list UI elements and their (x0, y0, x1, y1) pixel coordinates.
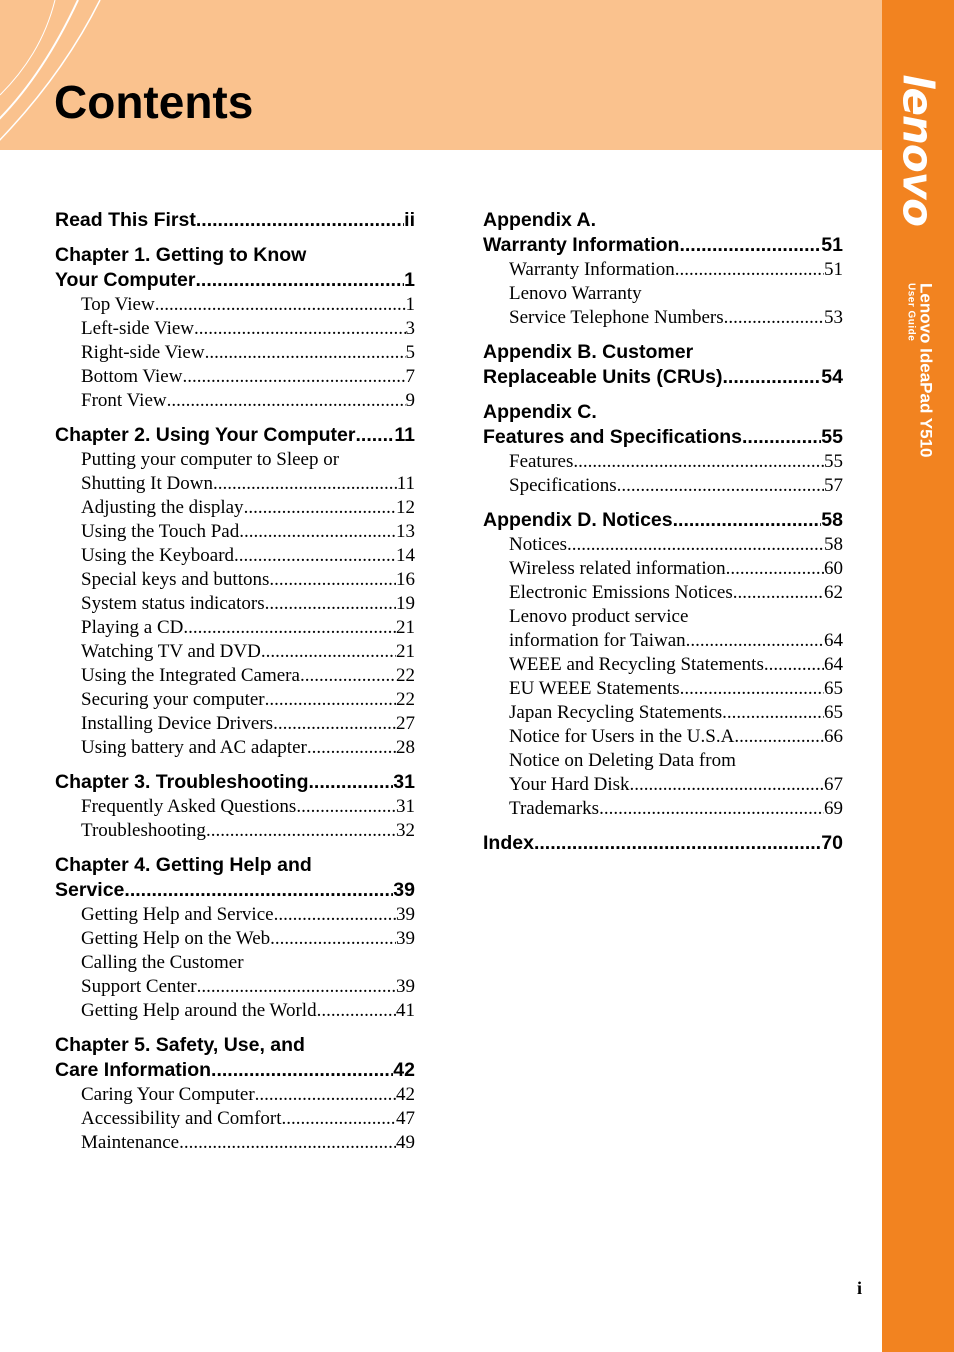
toc-entry-page: 39 (396, 904, 415, 925)
toc-entry-page: 5 (405, 342, 415, 363)
toc-entry-line: Putting your computer to Sleep or (81, 449, 340, 470)
toc-entry-page: 7 (405, 366, 415, 387)
toc-entry[interactable] (55, 688, 415, 712)
toc-entry[interactable] (55, 1131, 415, 1155)
leader-dots (205, 341, 406, 365)
toc-entry-page: 65 (824, 702, 843, 723)
toc-entry-label: Accessibility and Comfort (81, 1108, 282, 1129)
toc-section (55, 853, 415, 1023)
toc-entry[interactable] (483, 629, 843, 653)
leader-dots (307, 736, 396, 760)
leader-dots (244, 496, 396, 520)
toc-entry[interactable] (55, 592, 415, 616)
toc-entry-page: 14 (396, 545, 415, 566)
toc-entry[interactable] (55, 568, 415, 592)
toc-section (55, 208, 415, 233)
toc-entry[interactable] (483, 653, 843, 677)
leader-dots (255, 1083, 396, 1107)
toc-heading-line: Appendix A. (483, 209, 597, 231)
toc-heading-label: Chapter 3. Troubleshooting (55, 771, 309, 793)
leader-dots (270, 927, 396, 951)
toc-heading-entry[interactable] (483, 831, 843, 856)
leader-dots (724, 306, 824, 330)
toc-heading-page: 42 (393, 1059, 415, 1081)
toc-entry-label: Bottom View (81, 366, 183, 387)
leader-dots (197, 975, 396, 999)
leader-dots (726, 557, 824, 581)
toc-entry-label: Specifications (509, 475, 617, 496)
toc-entry-page: 9 (405, 390, 415, 411)
lenovo-logo: lenovo (893, 74, 943, 226)
toc-heading-page: 31 (393, 771, 415, 793)
toc-heading-label: Appendix D. Notices (483, 509, 673, 531)
toc-entry-label: Electronic Emissions Notices (509, 582, 733, 603)
toc-entry[interactable] (483, 701, 843, 725)
toc-entry-label: Trademarks (509, 798, 600, 819)
toc-entry-label: Shutting It Down (81, 473, 213, 494)
toc-section (483, 400, 843, 498)
page-title: Contents (54, 76, 254, 128)
leader-dots (739, 725, 824, 749)
toc-entry-page: 41 (396, 1000, 415, 1021)
toc-section (55, 243, 415, 413)
leader-dots (211, 1058, 393, 1083)
leader-dots (206, 819, 396, 843)
toc-entry[interactable] (55, 736, 415, 760)
leader-dots (317, 999, 396, 1023)
toc-heading-label: Features and Specifications (483, 426, 742, 448)
toc-entry-label: Getting Help around the World (81, 1000, 317, 1021)
toc-entry-label: Front View (81, 390, 167, 411)
toc-entry[interactable] (483, 725, 843, 749)
toc-heading-entry[interactable] (483, 425, 843, 450)
leader-dots (282, 1107, 396, 1131)
toc-heading-label: Your Computer (55, 269, 196, 291)
toc-section (483, 831, 843, 856)
toc-entry-page: 64 (824, 654, 843, 675)
toc-entry-page: 55 (824, 451, 843, 472)
toc-entry[interactable] (55, 389, 415, 413)
toc-entry-label: Using battery and AC adapter (81, 737, 307, 758)
toc-entry-page: 42 (396, 1084, 415, 1105)
toc-entry-page: 53 (824, 307, 843, 328)
leader-dots (300, 664, 396, 688)
toc-entry-label: Japan Recycling Statements (509, 702, 723, 723)
toc-heading-page: ii (404, 209, 415, 231)
toc-entry-page: 39 (396, 928, 415, 949)
leader-dots (194, 317, 406, 341)
toc-heading-line: Chapter 4. Getting Help and (55, 854, 312, 876)
leader-dots (722, 365, 821, 390)
leader-dots (355, 423, 394, 448)
leader-dots (274, 903, 396, 927)
toc-entry-page: 67 (824, 774, 843, 795)
toc-entry[interactable] (483, 773, 843, 797)
toc-entry[interactable] (483, 677, 843, 701)
leader-dots (680, 677, 824, 701)
toc-heading-entry[interactable] (55, 208, 415, 233)
toc-heading-page: 1 (404, 269, 415, 291)
toc-entry[interactable] (55, 975, 415, 999)
toc-entry-label: System status indicators (81, 593, 265, 614)
leader-dots (155, 293, 406, 317)
toc-heading-label: Replaceable Units (CRUs) (483, 366, 723, 388)
toc-entry[interactable] (483, 450, 843, 474)
toc-entry-label: Your Hard Disk (509, 774, 630, 795)
leader-dots (273, 712, 396, 736)
toc-entry-page: 3 (405, 318, 415, 339)
toc-entry-label: Special keys and buttons (81, 569, 270, 590)
page-number: i (857, 1278, 863, 1298)
leader-dots (675, 258, 824, 282)
toc-entry-page: 22 (396, 665, 415, 686)
toc-entry-label: Warranty Information (509, 259, 675, 280)
toc-entry-label: Using the Integrated Camera (81, 665, 300, 686)
leader-dots (764, 653, 824, 677)
toc-heading-entry[interactable] (55, 423, 415, 448)
toc-entry-label: Installing Device Drivers (81, 713, 274, 734)
leader-dots (124, 878, 393, 903)
toc-entry-page: 64 (824, 630, 843, 651)
toc-entry-page: 13 (396, 521, 415, 542)
toc-entry[interactable] (55, 317, 415, 341)
toc-entry-page: 65 (824, 678, 843, 699)
leader-dots (722, 701, 824, 725)
leader-dots (567, 533, 824, 557)
toc-entry-page: 51 (824, 259, 843, 280)
toc-entry[interactable] (55, 903, 415, 927)
toc-entry-label: Securing your computer (81, 689, 265, 710)
product-name: Lenovo IdeaPad Y510 (916, 283, 936, 458)
toc-heading-entry[interactable] (483, 365, 843, 390)
leader-dots (309, 770, 394, 795)
toc-entry[interactable] (483, 533, 843, 557)
leader-dots (742, 425, 821, 450)
toc-entry-page: 28 (396, 737, 415, 758)
toc-entry[interactable] (55, 664, 415, 688)
toc-entry-page: 62 (824, 582, 843, 603)
toc-entry-page: 58 (824, 534, 843, 555)
toc-entry-label: Wireless related information (509, 558, 726, 579)
toc-heading-page: 51 (821, 234, 843, 256)
leader-dots (196, 208, 404, 233)
leader-dots (213, 472, 397, 496)
toc-entry[interactable] (483, 306, 843, 330)
leader-dots (630, 773, 824, 797)
toc-entry-label: Notice for Users in the U.S.A. (509, 726, 740, 747)
toc-section (483, 208, 843, 330)
toc-heading-label: Warranty Information (483, 234, 680, 256)
toc-entry-label: Notices (509, 534, 568, 555)
toc-heading-label: Service (55, 879, 125, 901)
toc-entry-page: 11 (396, 473, 415, 494)
toc-entry[interactable] (55, 520, 415, 544)
toc-entry[interactable] (55, 927, 415, 951)
toc-entry-page: 1 (405, 294, 415, 315)
leader-dots (573, 450, 824, 474)
toc-entry-label: Getting Help on the Web (81, 928, 271, 949)
toc-entry-page: 19 (396, 593, 415, 614)
toc-entry-line: Calling the Customer (81, 952, 244, 973)
leader-dots (183, 616, 396, 640)
toc-entry-page: 47 (396, 1108, 415, 1129)
toc-entry[interactable] (483, 557, 843, 581)
leader-dots (239, 520, 396, 544)
toc-entry-label: Adjusting the display (81, 497, 244, 518)
toc-entry[interactable] (483, 474, 843, 498)
leader-dots (234, 544, 396, 568)
toc-entry-page: 32 (396, 820, 415, 841)
toc-heading-page: 70 (821, 832, 843, 854)
toc-entry[interactable] (55, 496, 415, 520)
toc-entry-label: Playing a CD (81, 617, 184, 638)
toc-entry[interactable] (55, 293, 415, 317)
toc-entry[interactable] (55, 1083, 415, 1107)
toc-entry[interactable] (55, 472, 415, 496)
toc-heading-entry[interactable] (483, 508, 843, 533)
toc-section (55, 770, 415, 843)
leader-dots (686, 629, 824, 653)
toc-entry-label: Right-side View (81, 342, 205, 363)
toc-entry-label: Top View (81, 294, 155, 315)
toc-entry[interactable] (55, 999, 415, 1023)
toc-entry-label: WEEE and Recycling Statements (509, 654, 764, 675)
toc-heading-label: Read This First (55, 209, 196, 231)
toc-entry[interactable] (55, 341, 415, 365)
toc-entry-line: Lenovo Warranty (509, 283, 642, 304)
toc-heading-label: Index (483, 832, 534, 854)
toc-entry-label: Watching TV and DVD (81, 641, 261, 662)
product-title-block (906, 283, 935, 483)
leader-dots (617, 474, 824, 498)
toc-entry-label: Service Telephone Numbers (509, 307, 724, 328)
leader-dots (733, 581, 824, 605)
toc-heading-line: Appendix B. Customer (483, 341, 694, 363)
toc-heading-entry[interactable] (55, 878, 415, 903)
toc-section (483, 508, 843, 821)
toc-entry[interactable] (483, 258, 843, 282)
toc-heading-entry[interactable] (483, 233, 843, 258)
toc-entry[interactable] (55, 365, 415, 389)
toc-section (55, 423, 415, 760)
leader-dots (265, 592, 396, 616)
toc-entry-page: 57 (824, 475, 843, 496)
toc-entry[interactable] (55, 640, 415, 664)
toc-entry-label: Maintenance (81, 1132, 180, 1153)
toc-heading-entry[interactable] (55, 268, 415, 293)
toc-right-column (483, 208, 843, 866)
toc-entry-page: 12 (396, 497, 415, 518)
toc-heading-page: 55 (821, 426, 843, 448)
toc-entry[interactable] (55, 712, 415, 736)
toc-entry-page: 16 (396, 569, 415, 590)
leader-dots (179, 1131, 396, 1155)
leader-dots (167, 389, 406, 413)
toc-entry-label: Features (509, 451, 574, 472)
toc-entry[interactable] (483, 797, 843, 821)
toc-entry-page: 21 (396, 641, 415, 662)
toc-entry-label: Troubleshooting (81, 820, 206, 841)
toc-heading-line: Appendix C. (483, 401, 597, 423)
toc-heading-line: Chapter 1. Getting to Know (55, 244, 307, 266)
toc-entry-page: 22 (396, 689, 415, 710)
toc-entry-label: Getting Help and Service (81, 904, 274, 925)
toc-entry[interactable] (483, 581, 843, 605)
toc-entry-page: 27 (396, 713, 415, 734)
toc-heading-line: Chapter 5. Safety, Use, and (55, 1034, 305, 1056)
toc-entry[interactable] (55, 544, 415, 568)
toc-entry-label: Left-side View (81, 318, 194, 339)
guide-subtitle: User Guide (905, 283, 917, 342)
toc-entry-page: 39 (396, 976, 415, 997)
leader-dots (261, 640, 396, 664)
toc-entry-page: 69 (824, 798, 843, 819)
toc-heading-label: Care Information (55, 1059, 212, 1081)
toc-heading-label: Chapter 2. Using Your Computer (55, 424, 356, 446)
toc-entry-page: 66 (824, 726, 843, 747)
toc-heading-page: 58 (821, 509, 843, 531)
toc-entry-page: 49 (396, 1132, 415, 1153)
header-banner (0, 0, 882, 150)
toc-left-column (55, 208, 415, 1165)
toc-entry[interactable] (55, 819, 415, 843)
toc-entry-page: 21 (396, 617, 415, 638)
toc-entry-label: Caring Your Computer (81, 1084, 255, 1105)
toc-entry-label: EU WEEE Statements (509, 678, 680, 699)
toc-entry-label: Using the Touch Pad (81, 521, 240, 542)
leader-dots (195, 268, 404, 293)
toc-entry-label: information for Taiwan (509, 630, 686, 651)
toc-entry-label: Using the Keyboard (81, 545, 235, 566)
toc-heading-page: 11 (394, 424, 415, 446)
toc-heading-entry[interactable] (55, 770, 415, 795)
toc-entry-line: Lenovo product service (509, 606, 689, 627)
toc-entry-label: Support Center (81, 976, 197, 997)
toc-entry-page: 60 (824, 558, 843, 579)
toc-heading-page: 54 (821, 366, 843, 388)
leader-dots (534, 831, 821, 856)
leader-dots (269, 568, 396, 592)
toc-entry[interactable] (55, 616, 415, 640)
toc-entry[interactable] (55, 1107, 415, 1131)
leader-dots (673, 508, 822, 533)
toc-entry[interactable] (55, 795, 415, 819)
toc-entry-page: 31 (396, 796, 415, 817)
leader-dots (296, 795, 396, 819)
toc-section (55, 1033, 415, 1155)
toc-heading-entry[interactable] (55, 1058, 415, 1083)
leader-dots (599, 797, 824, 821)
leader-dots (679, 233, 821, 258)
toc-heading-page: 39 (393, 879, 415, 901)
leader-dots (265, 688, 396, 712)
toc-entry-line: Notice on Deleting Data from (509, 750, 736, 771)
toc-entry-label: Frequently Asked Questions (81, 796, 297, 817)
leader-dots (182, 365, 405, 389)
toc-section (483, 340, 843, 390)
